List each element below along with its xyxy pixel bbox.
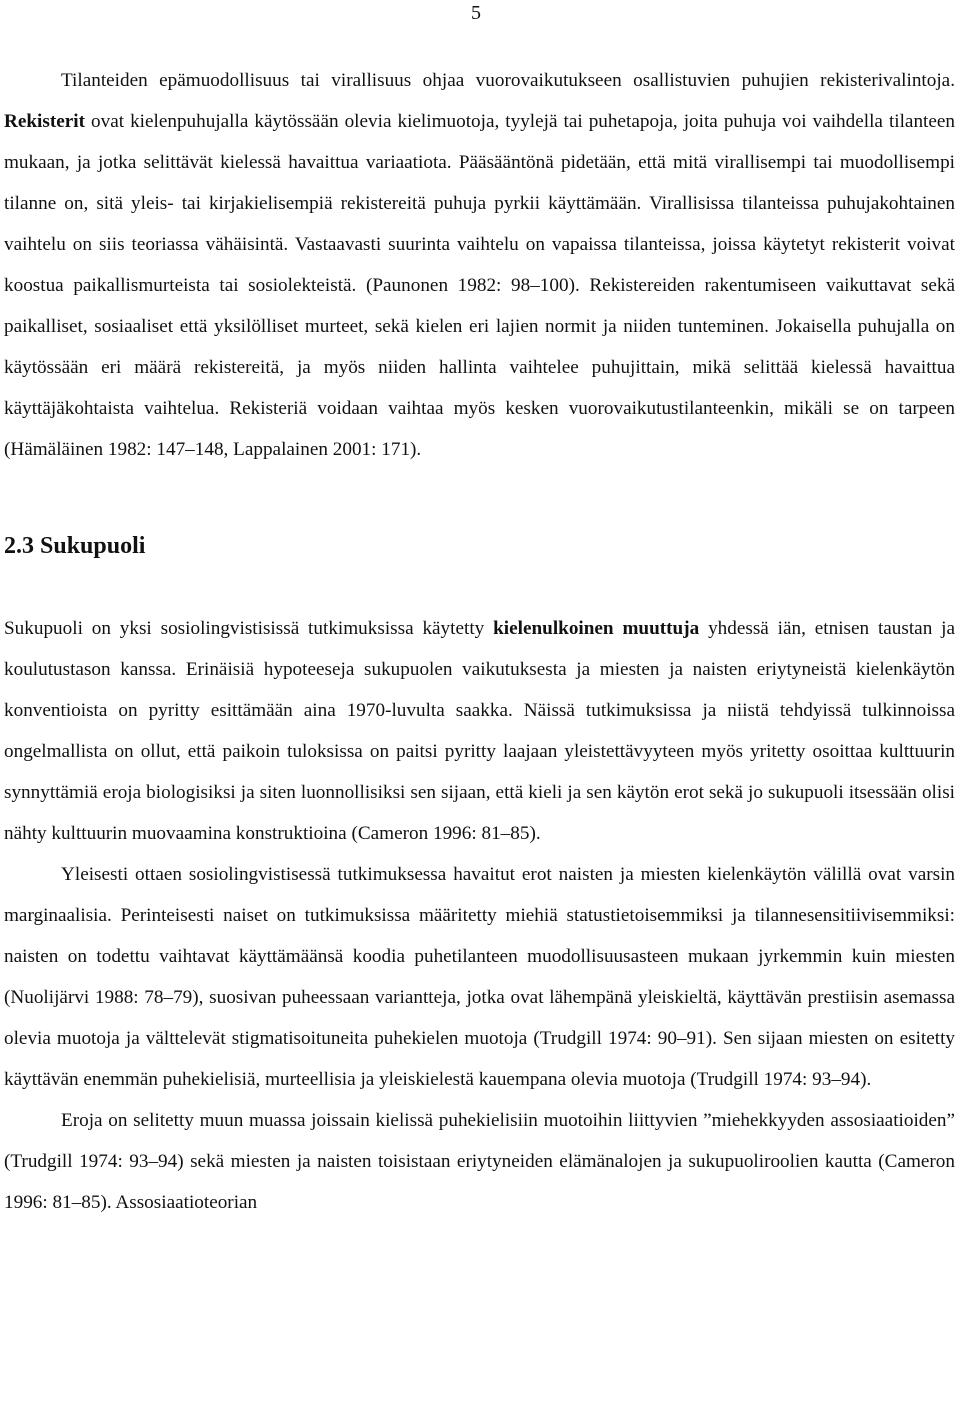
- bold-term-registers: Rekisterit: [4, 111, 85, 132]
- paragraph-text: Sukupuoli on yksi sosiolingvistisissä tutkimuksissa käytetty: [4, 618, 494, 639]
- page-number: 5: [471, 2, 481, 24]
- paragraph-text: yhdessä iän, etnisen taustan ja koulutustason kanssa. Erinäisiä hypoteeseja sukupuolen vaikutuksesta ja miesten ja naisten eriytyneistä kielenkäytön konventioista on pyritty esittämään aina 1970-luvulta saakka. Näissä tutkimuksissa ja niistä tehdyissä tulkinnoissa ongelmallista on ollut, että paikoin tuloksissa on paitsi pyritty laajaan yleistettävyyteen myös yritetty osoittaa kulttuurin synnyttämiä eroja biologisiksi ja siten luonnollisiksi sen sijaan, että kieli ja sen käytön erot sekä jo sukupuoli itsessään olisi nähty kulttuurin muovaamina konstruktioina (Cameron 1996: 81–85).: [4, 618, 955, 844]
- section-spacer: [4, 470, 955, 530]
- paragraph-gender-variable: [4, 608, 955, 854]
- document-body: [4, 60, 955, 1223]
- paragraph-text: ovat kielenpuhujalla käytössään olevia kielimuotoja, tyylejä tai puhetapoja, joita puhuja voi vaihdella tilanteen mukaan, ja jotka selittävät kielessä havaittua variaatiota. Pääsääntönä pidetään, että mitä virallisempi tai muodollisempi tilanne on, sitä yleis- tai kirjakielisempiä rekistereitä puhuja pyrkii käyttämään. Virallisissa tilanteissa puhujakohtainen vaihtelu on siis teoriassa vähäisintä. Vastaavasti suurinta vaihtelu on vapaissa tilanteissa, joissa käytetyt rekisterit voivat koostua paikallismurteista tai sosiolekteistä. (Paunonen 1982: 98–100). Rekistereiden rakentumiseen vaikuttavat sekä paikalliset, sosiaaliset että yksilölliset murteet, sekä kielen eri lajien normit ja niiden tunteminen. Jokaisella puhujalla on käytössään eri määrä rekistereitä, ja myös niiden hallinta vaihtelee puhujittain, mikä selittää kielessä havaittua käyttäjäkohtaista vaihtelua. Rekisteriä voidaan vaihtaa myös kesken vuorovaikutustilanteenkin, mikäli se on tarpeen (Hämäläinen 1982: 147–148, Lappalainen 2001: 171).: [4, 111, 955, 460]
- paragraph-text: Tilanteiden epämuodollisuus tai virallisuus ohjaa vuorovaikutukseen osallistuvien puhujien rekisterivalintoja.: [61, 70, 955, 91]
- paragraph-gender-differences: Yleisesti ottaen sosiolingvistisessä tutkimuksessa havaitut erot naisten ja miesten kielenkäytön välillä ovat varsin marginaalisia. Perinteisesti naiset on tutkimuksissa määritetty miehiä statustietoisemmiksi ja tilannesensitiivisemmiksi: naisten on todettu vaihtavat käyttämäänsä koodia puhetilanteen muodollisuusasteen mukaan jyrkemmin kuin miesten (Nuolijärvi 1988: 78–79), suosivan puheessaan variantteja, jotka ovat lähempänä yleiskieltä, käyttävän prestiisin asemassa olevia muotoja ja välttelevät stigmatisoituneita puhekielen muotoja (Trudgill 1974: 90–91). Sen sijaan miesten on esitetty käyttävän enemmän puhekielisiä, murteellisia ja yleiskielestä kauempana olevia muotoja (Trudgill 1974: 93–94).: [4, 864, 955, 1090]
- bold-term-extralinguistic-variable: kielenulkoinen muuttuja: [493, 618, 700, 639]
- heading-spacer: [4, 562, 955, 608]
- section-heading: 2.3 Sukupuoli: [4, 533, 146, 559]
- paragraph-registers: [4, 60, 955, 470]
- paragraph-explanations: Eroja on selitetty muun muassa joissain kielissä puhekielisiin muotoihin liittyvien ”miehekkyyden assosiaatioiden” (Trudgill 1974: 93–94) sekä miesten ja naisten toisistaan eriytyneiden elämänalojen ja sukupuoliroolien kautta (Cameron 1996: 81–85). Assosiaatioteorian: [4, 1110, 955, 1213]
